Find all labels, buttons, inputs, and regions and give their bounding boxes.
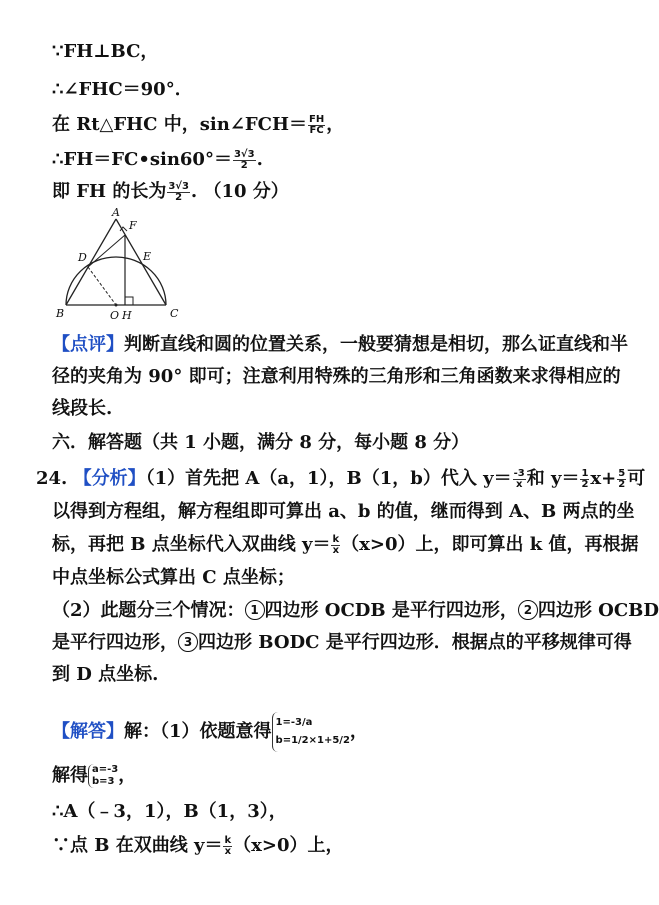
label-f: F bbox=[129, 219, 137, 232]
equation-line: 1=-3/a bbox=[275, 717, 313, 728]
q24-text: 是平行四边形， bbox=[52, 632, 178, 653]
comment-line-3: 线段长. bbox=[52, 398, 113, 419]
semicircle bbox=[66, 257, 166, 305]
fraction-denominator: x bbox=[515, 478, 523, 490]
answer-text: 解：（1）依题意得 bbox=[124, 721, 272, 742]
line-df bbox=[88, 235, 125, 267]
sin-text: 在 Rt△FHC 中，sin∠FCH＝ bbox=[52, 114, 308, 135]
q24-text: 四边形 BODC 是平行四边形．根据点的平移规律可得 bbox=[198, 632, 632, 653]
comment-line-2: 径的夹角为 90° 即可；注意利用特殊的三角形和三角函数来求得相应的 bbox=[52, 366, 621, 387]
fraction-numerator: 3√3 bbox=[168, 180, 189, 192]
fraction-numerator: FH bbox=[309, 113, 325, 125]
q24-line-2: 以得到方程组，解方程组即可算出 a、b 的值，继而得到 A、B 两点的坐 bbox=[52, 501, 635, 522]
q24-text: （x>0）上，即可算出 k 值，再根据 bbox=[341, 534, 639, 555]
q24-text: 四边形 OCDB 是平行四边形， bbox=[264, 600, 518, 621]
fraction-denominator: 2 bbox=[618, 478, 626, 490]
fraction-fh-fc bbox=[308, 115, 325, 136]
q24-line-4: 中点坐标公式算出 C 点坐标； bbox=[52, 567, 295, 588]
q24-text: 和 y＝ bbox=[526, 468, 580, 489]
score-text: . （10 分） bbox=[190, 181, 289, 202]
circled-number-2: 2 bbox=[518, 600, 538, 620]
fraction-numerator: -3 bbox=[513, 467, 525, 479]
label-d: D bbox=[78, 251, 87, 264]
punct: ， bbox=[349, 721, 368, 742]
circled-number-3: 3 bbox=[178, 632, 198, 652]
q24-text: x+ bbox=[590, 468, 617, 489]
line-fh-perp-bc: ∵FH⊥BC， bbox=[52, 41, 159, 62]
punct: ， bbox=[118, 765, 137, 786]
label-o: O bbox=[110, 309, 120, 322]
equation-system-2 bbox=[88, 764, 118, 788]
fraction-neg3-x bbox=[513, 469, 526, 490]
geometry-figure bbox=[48, 205, 198, 325]
answer-line-2 bbox=[52, 764, 136, 788]
q24-text: 标，再把 B 点坐标代入双曲线 y＝ bbox=[52, 534, 331, 555]
question-number: 24. bbox=[36, 468, 68, 489]
q24-line-1 bbox=[36, 467, 645, 491]
answer-line-4 bbox=[52, 834, 343, 858]
punct: ， bbox=[326, 114, 345, 135]
fraction-numerator: k bbox=[224, 834, 232, 846]
q24-line-6 bbox=[52, 631, 632, 655]
fraction-numerator: k bbox=[332, 533, 340, 545]
circled-number-1: 1 bbox=[245, 600, 265, 620]
label-e: E bbox=[143, 250, 152, 263]
q24-line-7: 到 D 点坐标. bbox=[52, 664, 159, 685]
q24-text: （1）首先把 A（a，1），B（1，b）代入 y＝ bbox=[145, 468, 512, 489]
fraction-3root3-2 bbox=[233, 150, 256, 171]
answer-tag: 【解答】 bbox=[52, 721, 124, 742]
answer-line-3: ∴A（﹣3，1），B（1，3）， bbox=[52, 801, 287, 822]
fraction-denominator: 2 bbox=[581, 478, 589, 490]
analysis-tag: 【分析】 bbox=[73, 468, 146, 489]
equation-line: b=1/2×1+5/2 bbox=[275, 735, 350, 746]
fraction-denominator: FC bbox=[309, 124, 324, 136]
line-sin-fch bbox=[52, 113, 344, 137]
fraction-k-x bbox=[223, 836, 232, 857]
equation-line: a=-3 bbox=[92, 764, 119, 775]
fraction-numerator: 5 bbox=[618, 467, 626, 479]
comment-text-1: 判断直线和圆的位置关系，一般要猜想是相切，那么证直线和半 bbox=[124, 334, 628, 355]
label-h: H bbox=[122, 309, 132, 322]
fraction-denominator: x bbox=[332, 544, 340, 556]
comment-line-1 bbox=[52, 333, 628, 357]
side-ab bbox=[66, 219, 116, 305]
comment-tag: 【点评】 bbox=[52, 334, 124, 355]
right-angle-h bbox=[125, 297, 133, 305]
answer-text: （x>0）上， bbox=[233, 835, 344, 856]
fh-length-text: 即 FH 的长为 bbox=[52, 181, 167, 202]
fraction-denominator: 2 bbox=[175, 191, 183, 203]
fraction-denominator: 2 bbox=[240, 159, 248, 171]
q24-text: （2）此题分三个情况： bbox=[52, 600, 245, 621]
q24-line-5 bbox=[52, 599, 659, 623]
point-o bbox=[115, 304, 118, 307]
label-c: C bbox=[170, 307, 179, 320]
side-ac bbox=[116, 219, 166, 305]
q24-text: 四边形 OCBD bbox=[537, 600, 659, 621]
label-b: B bbox=[56, 307, 65, 320]
answer-line-1 bbox=[52, 712, 368, 752]
fraction-3root3-2 bbox=[167, 182, 190, 203]
punct: . bbox=[256, 149, 263, 170]
fraction-k-x bbox=[331, 535, 340, 556]
answer-text: ∵点 B 在双曲线 y＝ bbox=[52, 835, 223, 856]
fraction-numerator: 3√3 bbox=[233, 148, 255, 160]
equation-system-1 bbox=[272, 712, 350, 752]
line-fh-value bbox=[52, 148, 263, 172]
fraction-denominator: x bbox=[224, 845, 232, 857]
answer-text: 解得 bbox=[52, 765, 88, 786]
fraction-numerator: 1 bbox=[581, 467, 589, 479]
q24-text: 可 bbox=[627, 468, 646, 489]
label-a: A bbox=[112, 206, 120, 219]
fh-text: ∴FH＝FC•sin60°＝ bbox=[52, 149, 232, 170]
equation-line: b=3 bbox=[92, 776, 115, 787]
dashed-od bbox=[88, 267, 116, 305]
fraction-5-2 bbox=[617, 469, 626, 490]
line-angle-fhc: ∴∠FHC＝90°． bbox=[52, 79, 193, 100]
section-heading: 六．解答题（共 1 小题，满分 8 分，每小题 8 分） bbox=[52, 432, 470, 453]
fraction-1-2 bbox=[580, 469, 589, 490]
line-fh-length bbox=[52, 180, 289, 204]
q24-line-3 bbox=[52, 533, 638, 557]
